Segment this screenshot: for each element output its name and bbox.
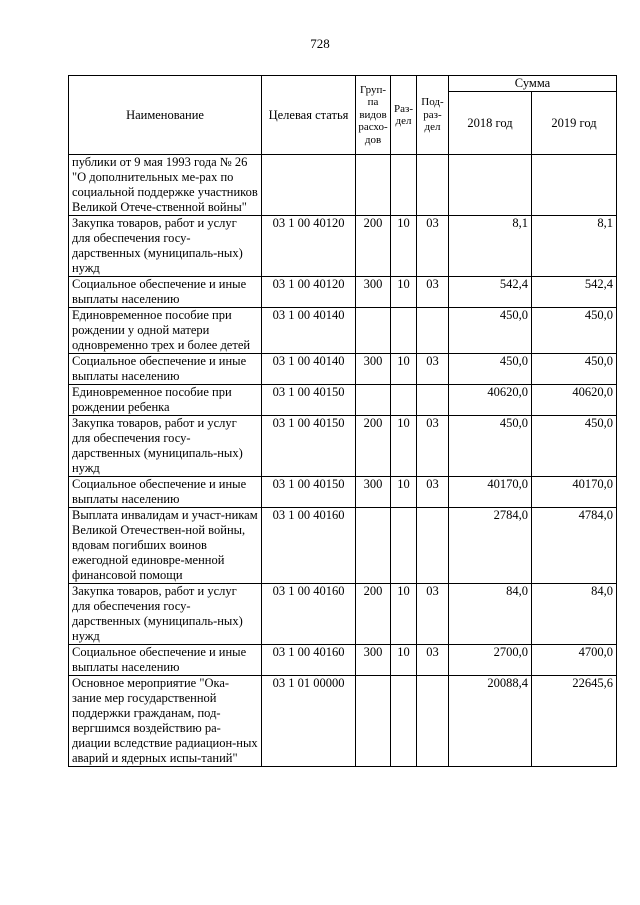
row-sum-2019: 450,0 xyxy=(532,354,617,385)
row-sum-2019: 542,4 xyxy=(532,277,617,308)
row-target-article: 03 1 00 40160 xyxy=(262,645,356,676)
row-name: Выплата инвалидам и участ-никам Великой Отечествен-ной войны, вдовам погибших воинов ежегодной единовре-менной финансовой помощи xyxy=(69,508,262,584)
row-sum-2019: 8,1 xyxy=(532,216,617,277)
row-expense-group: 200 xyxy=(356,584,391,645)
row-section: 10 xyxy=(391,477,417,508)
row-sum-2018: 20088,4 xyxy=(449,676,532,767)
row-sum-2018: 450,0 xyxy=(449,308,532,354)
header-name: Наименование xyxy=(69,76,262,155)
row-section: 10 xyxy=(391,354,417,385)
row-sum-2018: 84,0 xyxy=(449,584,532,645)
row-section xyxy=(391,155,417,216)
row-section: 10 xyxy=(391,216,417,277)
row-sum-2019: 84,0 xyxy=(532,584,617,645)
row-sum-2018: 40620,0 xyxy=(449,385,532,416)
row-sum-2018: 8,1 xyxy=(449,216,532,277)
row-sum-2019: 40170,0 xyxy=(532,477,617,508)
row-sum-2018: 450,0 xyxy=(449,416,532,477)
table-row xyxy=(69,155,617,216)
row-sum-2019 xyxy=(532,155,617,216)
row-section xyxy=(391,308,417,354)
row-sum-2018: 2784,0 xyxy=(449,508,532,584)
row-section: 10 xyxy=(391,584,417,645)
row-name: Социальное обеспечение и иные выплаты населению xyxy=(69,277,262,308)
row-sum-2018: 450,0 xyxy=(449,354,532,385)
row-name: Социальное обеспечение и иные выплаты населению xyxy=(69,477,262,508)
row-sum-2019: 40620,0 xyxy=(532,385,617,416)
row-sum-2019: 450,0 xyxy=(532,416,617,477)
table-row xyxy=(69,676,617,767)
header-sum: Сумма xyxy=(449,76,617,92)
row-subsection: 03 xyxy=(417,354,449,385)
table-row xyxy=(69,645,617,676)
row-sum-2018: 40170,0 xyxy=(449,477,532,508)
row-name: Закупка товаров, работ и услуг для обеспечения госу-дарственных (муниципаль-ных) нужд xyxy=(69,216,262,277)
row-sum-2018: 2700,0 xyxy=(449,645,532,676)
budget-table xyxy=(68,75,617,767)
row-section xyxy=(391,385,417,416)
row-sum-2019: 4784,0 xyxy=(532,508,617,584)
table-row xyxy=(69,385,617,416)
row-expense-group xyxy=(356,155,391,216)
row-subsection: 03 xyxy=(417,216,449,277)
row-sum-2018 xyxy=(449,155,532,216)
row-sum-2019: 4700,0 xyxy=(532,645,617,676)
row-subsection: 03 xyxy=(417,477,449,508)
row-name: Единовременное пособие при рождении ребенка xyxy=(69,385,262,416)
row-expense-group: 200 xyxy=(356,416,391,477)
row-subsection xyxy=(417,676,449,767)
row-sum-2019: 450,0 xyxy=(532,308,617,354)
header-target-article: Целевая статья xyxy=(262,76,356,155)
table-row xyxy=(69,508,617,584)
row-expense-group xyxy=(356,676,391,767)
table-row xyxy=(69,354,617,385)
row-subsection: 03 xyxy=(417,645,449,676)
row-target-article: 03 1 00 40120 xyxy=(262,216,356,277)
page-number: 728 xyxy=(310,36,330,51)
table-row xyxy=(69,416,617,477)
row-expense-group: 300 xyxy=(356,477,391,508)
table-row xyxy=(69,216,617,277)
row-section: 10 xyxy=(391,277,417,308)
row-target-article: 03 1 00 40140 xyxy=(262,308,356,354)
row-section: 10 xyxy=(391,416,417,477)
header-year-2018: 2018 год xyxy=(449,92,532,155)
row-expense-group xyxy=(356,508,391,584)
row-name: Закупка товаров, работ и услуг для обеспечения госу-дарственных (муниципаль-ных) нужд xyxy=(69,416,262,477)
row-target-article: 03 1 00 40140 xyxy=(262,354,356,385)
row-section xyxy=(391,508,417,584)
row-name: Закупка товаров, работ и услуг для обеспечения госу-дарственных (муниципаль-ных) нужд xyxy=(69,584,262,645)
row-subsection: 03 xyxy=(417,416,449,477)
row-expense-group: 200 xyxy=(356,216,391,277)
row-sum-2019: 22645,6 xyxy=(532,676,617,767)
row-subsection xyxy=(417,308,449,354)
row-name: Основное мероприятие "Ока-зание мер государственной поддержки гражданам, под-вергшимся воздействию ра-диации вследствие радиацион-ных аварий и ядерных испы-таний" xyxy=(69,676,262,767)
row-subsection: 03 xyxy=(417,277,449,308)
row-sum-2018: 542,4 xyxy=(449,277,532,308)
row-subsection: 03 xyxy=(417,584,449,645)
row-target-article: 03 1 00 40150 xyxy=(262,385,356,416)
row-target-article: 03 1 00 40150 xyxy=(262,477,356,508)
row-subsection xyxy=(417,508,449,584)
row-section: 10 xyxy=(391,645,417,676)
table-row xyxy=(69,277,617,308)
row-subsection xyxy=(417,155,449,216)
row-name: Социальное обеспечение и иные выплаты населению xyxy=(69,354,262,385)
row-target-article: 03 1 01 00000 xyxy=(262,676,356,767)
table-row xyxy=(69,477,617,508)
header-expense-group: Груп-па видов расхо-дов xyxy=(356,76,391,155)
row-expense-group xyxy=(356,308,391,354)
row-expense-group: 300 xyxy=(356,354,391,385)
row-subsection xyxy=(417,385,449,416)
row-target-article xyxy=(262,155,356,216)
row-expense-group: 300 xyxy=(356,277,391,308)
row-name: Социальное обеспечение и иные выплаты населению xyxy=(69,645,262,676)
header-section: Раз-дел xyxy=(391,76,417,155)
row-target-article: 03 1 00 40160 xyxy=(262,584,356,645)
header-subsection: Под-раз-дел xyxy=(417,76,449,155)
row-target-article: 03 1 00 40120 xyxy=(262,277,356,308)
row-expense-group: 300 xyxy=(356,645,391,676)
row-section xyxy=(391,676,417,767)
table-row xyxy=(69,584,617,645)
row-target-article: 03 1 00 40160 xyxy=(262,508,356,584)
table-row xyxy=(69,308,617,354)
row-expense-group xyxy=(356,385,391,416)
row-target-article: 03 1 00 40150 xyxy=(262,416,356,477)
row-name: публики от 9 мая 1993 года № 26 "О дополнительных ме-рах по социальной поддержке участников Великой Отече-ственной войны" xyxy=(69,155,262,216)
header-year-2019: 2019 год xyxy=(532,92,617,155)
row-name: Единовременное пособие при рождении у одной матери одновременно трех и более детей xyxy=(69,308,262,354)
